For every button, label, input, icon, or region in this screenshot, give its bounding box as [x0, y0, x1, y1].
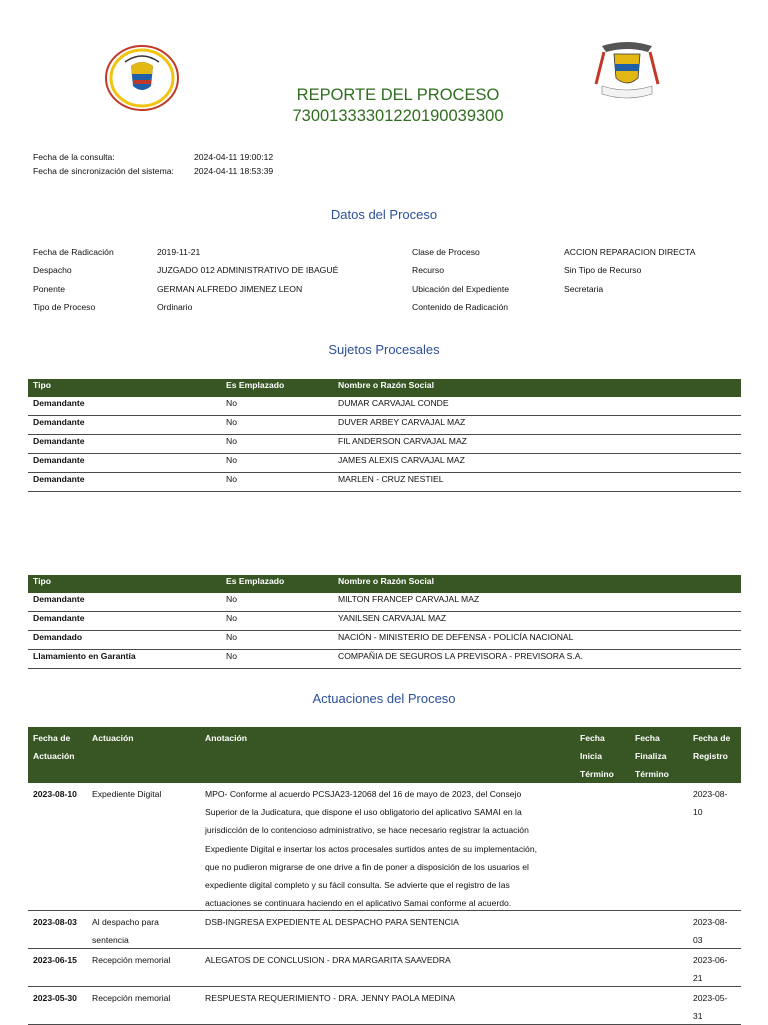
cell-tipo: Demandante — [33, 474, 85, 484]
column-header: Fecha Inicia Término — [580, 733, 614, 780]
sync-label: Fecha de sincronización del sistema: — [33, 166, 174, 176]
cell-actuacion: Recepción memorial — [92, 955, 171, 965]
datos-value: Secretaria — [564, 284, 604, 294]
cell-fecha: 2023-08-10 — [33, 789, 77, 799]
cell-fecha: 2023-05-30 — [33, 993, 77, 1003]
datos-value: GERMAN ALFREDO JIMENEZ LEON — [157, 284, 303, 294]
table-row — [28, 454, 741, 473]
table-row — [28, 416, 741, 435]
datos-label: Despacho — [33, 265, 72, 275]
column-header: Tipo — [33, 576, 51, 586]
cell-fecha: 2023-06-15 — [33, 955, 77, 965]
cell-emplazado: No — [226, 632, 237, 642]
datos-label: Ubicación del Expediente — [412, 284, 509, 294]
table-row — [28, 650, 741, 669]
datos-value: Sin Tipo de Recurso — [564, 265, 642, 275]
column-header: Fecha de Registro — [693, 733, 731, 762]
actuaciones-table — [28, 727, 741, 1025]
table-row — [28, 631, 741, 650]
cell-tipo: Demandante — [33, 594, 85, 604]
cell-nombre: NACIÓN - MINISTERIO DE DEFENSA - POLICÍA NACIONAL — [338, 632, 574, 642]
cell-anotacion: DSB-INGRESA EXPEDIENTE AL DESPACHO PARA SENTENCIA — [205, 917, 459, 927]
cell-tipo: Demandante — [33, 398, 85, 408]
cell-emplazado: No — [226, 594, 237, 604]
cell-tipo: Demandante — [33, 613, 85, 623]
column-header: Fecha Finaliza Término — [635, 733, 669, 780]
sync-value: 2024-04-11 18:53:39 — [194, 166, 274, 176]
table-row — [28, 435, 741, 454]
datos-label: Clase de Proceso — [412, 247, 480, 257]
cell-registro: 2023-08- 03 — [693, 917, 728, 946]
table-row — [28, 949, 741, 987]
column-header: Nombre o Razón Social — [338, 576, 434, 586]
datos-label: Fecha de Radicación — [33, 247, 114, 257]
cell-fecha: 2023-08-03 — [33, 917, 77, 927]
cell-tipo: Llamamiento en Garantía — [33, 651, 136, 661]
table-row — [28, 612, 741, 631]
consulta-value: 2024-04-11 19:00:12 — [194, 152, 274, 162]
cell-tipo: Demandado — [33, 632, 83, 642]
datos-value: ACCION REPARACION DIRECTA — [564, 247, 696, 257]
cell-actuacion: Al despacho para sentencia — [92, 917, 159, 946]
sujetos-table-2 — [28, 575, 741, 669]
cell-nombre: MILTON FRANCEP CARVAJAL MAZ — [338, 594, 480, 604]
table-row — [28, 783, 741, 911]
report-process-number: 73001333301220190039300 — [292, 107, 504, 125]
cell-registro: 2023-08- 10 — [693, 789, 728, 818]
sujetos-heading: Sujetos Procesales — [328, 342, 440, 357]
cell-emplazado: No — [226, 436, 237, 446]
datos-heading: Datos del Proceso — [330, 207, 438, 222]
table-row — [28, 397, 741, 416]
cell-tipo: Demandante — [33, 455, 85, 465]
cell-nombre: DUMAR CARVAJAL CONDE — [338, 398, 449, 408]
datos-value: Ordinario — [157, 302, 193, 312]
report-title-text: REPORTE DEL PROCESO — [296, 86, 500, 104]
cell-emplazado: No — [226, 455, 237, 465]
datos-value: 2019-11-21 — [157, 247, 201, 257]
datos-label: Contenido de Radicación — [412, 302, 509, 312]
column-header: Anotación — [205, 733, 248, 743]
cell-anotacion: RESPUESTA REQUERIMIENTO - DRA. JENNY PAOLA MEDINA — [205, 993, 456, 1003]
cell-emplazado: No — [226, 417, 237, 427]
cell-nombre: YANILSEN CARVAJAL MAZ — [338, 613, 447, 623]
cell-anotacion: MPO- Conforme al acuerdo PCSJA23-12068 del 16 de mayo de 2023, del Consejo Superior de la Judicatura, que dispone el uso obligatorio del aplicativo SAMAI en la jurisdicción de lo contencioso administrativo, se hace necesario registrar la actuación Expediente Digital e insertar los actos procesales surtidos antes de su implementación, que no pudieron migrarse de one drive a fin de poner a disposición de los usuarios el expediente digital completo y su fácil consulta. Se advierte que el registro de las actuaciones se continuara haciendo en el aplicativo Samai conforme al acuerdo. — [205, 789, 537, 909]
cell-actuacion: Recepción memorial — [92, 993, 171, 1003]
table-row — [28, 593, 741, 612]
table-header — [28, 575, 741, 593]
cell-nombre: MARLEN - CRUZ NESTIEL — [338, 474, 444, 484]
cell-nombre: JAMES ALEXIS CARVAJAL MAZ — [338, 455, 465, 465]
column-header: Tipo — [33, 380, 51, 390]
cell-emplazado: No — [226, 613, 237, 623]
cell-emplazado: No — [226, 398, 237, 408]
cell-emplazado: No — [226, 651, 237, 661]
datos-label: Ponente — [33, 284, 66, 294]
cell-nombre: COMPAÑIA DE SEGUROS LA PREVISORA - PREVISORA S.A. — [338, 651, 583, 661]
table-row — [28, 911, 741, 949]
sujetos-table-1 — [28, 379, 741, 492]
cell-actuacion: Expediente Digital — [92, 789, 162, 799]
datos-label: Recurso — [412, 265, 444, 275]
cell-registro: 2023-06- 21 — [693, 955, 728, 984]
actuaciones-heading: Actuaciones del Proceso — [312, 691, 456, 706]
cell-nombre: DUVER ARBEY CARVAJAL MAZ — [338, 417, 466, 427]
cell-nombre: FIL ANDERSON CARVAJAL MAZ — [338, 436, 467, 446]
table-row — [28, 987, 741, 1025]
column-header: Es Emplazado — [226, 576, 285, 586]
datos-value: JUZGADO 012 ADMINISTRATIVO DE IBAGUÉ — [157, 265, 339, 275]
table-header — [28, 727, 741, 783]
datos-label: Tipo de Proceso — [33, 302, 96, 312]
table-row — [28, 473, 741, 492]
cell-anotacion: ALEGATOS DE CONCLUSION - DRA MARGARITA SAAVEDRA — [205, 955, 451, 965]
consulta-label: Fecha de la consulta: — [33, 152, 115, 162]
column-header: Nombre o Razón Social — [338, 380, 434, 390]
cell-registro: 2023-05- 31 — [693, 993, 728, 1022]
column-header: Actuación — [92, 733, 134, 743]
report-title — [0, 85, 768, 127]
column-header: Es Emplazado — [226, 380, 285, 390]
cell-emplazado: No — [226, 474, 237, 484]
table-header — [28, 379, 741, 397]
cell-tipo: Demandante — [33, 436, 85, 446]
cell-tipo: Demandante — [33, 417, 85, 427]
column-header: Fecha de Actuación — [33, 733, 75, 762]
